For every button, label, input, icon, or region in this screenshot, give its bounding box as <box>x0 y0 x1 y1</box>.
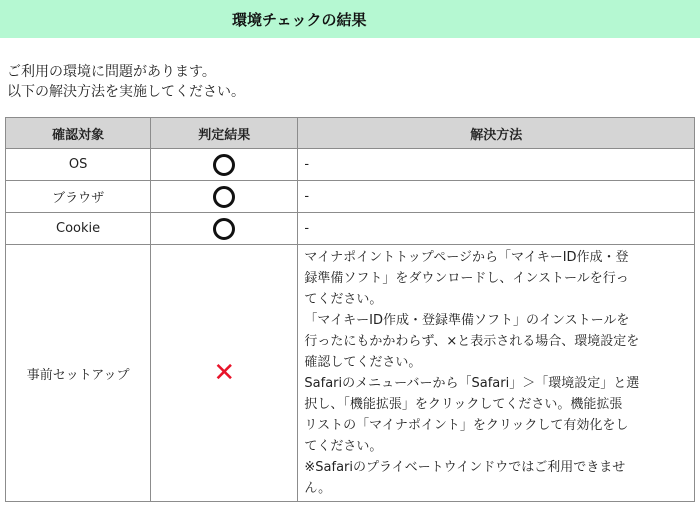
solution-line: 択し、「機能拡張」をクリックしてください。機能拡張 <box>304 397 623 412</box>
row-target-setup: 事前セットアップ <box>6 245 151 502</box>
solution-line: ※Safariのプライベートウインドウではご利用できませ <box>304 460 626 475</box>
row-result-cell <box>151 245 298 502</box>
intro-message <box>7 62 245 102</box>
column-header-solution: 解決方法 <box>298 118 695 149</box>
solution-line: リストの「マイナポイント」をクリックして有効化をし <box>304 418 629 433</box>
row-result-cell <box>151 181 298 213</box>
solution-line: 録準備ソフト」をダウンロードし、インストールを行っ <box>304 271 629 286</box>
cross-ng-icon: ✕ <box>213 358 236 388</box>
solution-line: マイナポイントトップページから「マイキーID作成・登 <box>304 250 629 265</box>
table-row <box>6 213 695 245</box>
row-target-os: OS <box>6 149 151 181</box>
circle-ok-icon <box>213 186 235 208</box>
circle-ok-icon <box>213 218 235 240</box>
row-result-cell <box>151 213 298 245</box>
row-result-cell <box>151 149 298 181</box>
page-title: 環境チェックの結果 <box>232 11 367 29</box>
row-solution: - <box>298 213 695 245</box>
result-header <box>0 0 700 38</box>
solution-line: ん。 <box>304 481 332 496</box>
row-solution: - <box>298 181 695 213</box>
table-row <box>6 245 695 502</box>
column-header-result: 判定結果 <box>151 118 298 149</box>
column-header-target: 確認対象 <box>6 118 151 149</box>
circle-ok-icon <box>213 154 235 176</box>
solution-line: てください。 <box>304 439 383 454</box>
table-header-row <box>6 118 695 149</box>
intro-line-1: ご利用の環境に問題があります。 <box>7 64 216 80</box>
table-row <box>6 149 695 181</box>
table-row <box>6 181 695 213</box>
intro-line-2: 以下の解決方法を実施してください。 <box>7 84 245 100</box>
row-target-browser: ブラウザ <box>6 181 151 213</box>
solution-line: Safariのメニューバーから「Safari」＞「環境設定」と選 <box>304 376 640 391</box>
row-target-cookie: Cookie <box>6 213 151 245</box>
solution-line: てください。 <box>304 292 383 307</box>
solution-line: 行ったにもかかわらず、×と表示される場合、環境設定を <box>304 334 640 349</box>
result-table <box>5 117 695 502</box>
row-solution-setup <box>298 245 695 502</box>
row-solution: - <box>298 149 695 181</box>
solution-line: 「マイキーID作成・登録準備ソフト」のインストールを <box>304 313 630 328</box>
solution-line: 確認してください。 <box>304 355 422 370</box>
